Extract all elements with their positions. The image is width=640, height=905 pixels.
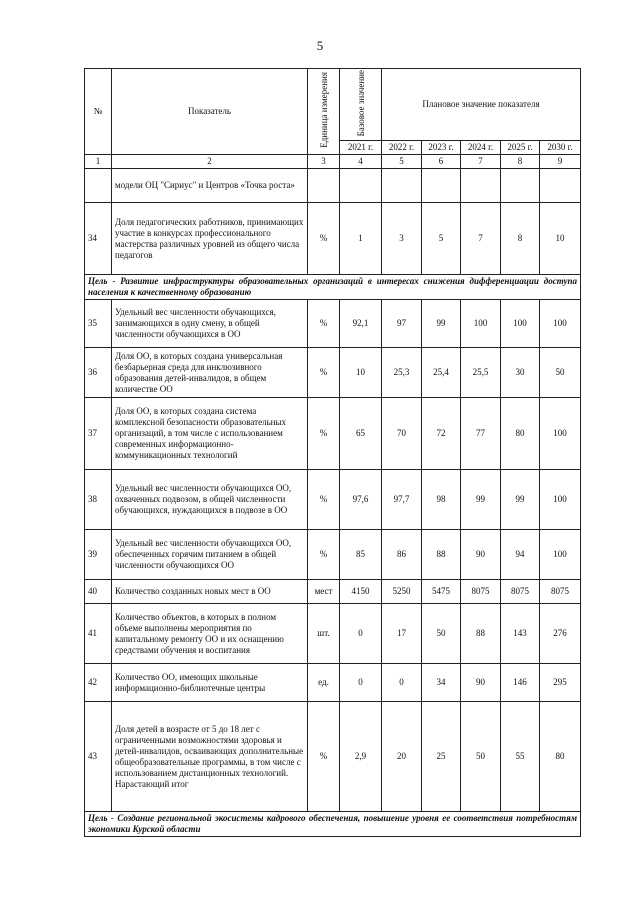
col-number: 8 — [501, 155, 540, 169]
row-unit: ед. — [308, 664, 340, 702]
page-number: 5 — [316, 38, 324, 53]
header-base — [340, 69, 382, 141]
header-indicator: Показатель — [112, 69, 308, 155]
year-2025: 2025 г. — [501, 141, 540, 155]
table-row — [85, 580, 581, 604]
row-num: 41 — [85, 604, 112, 664]
header-base-text: Базовое значение — [355, 70, 366, 137]
row-value: 8 — [501, 203, 540, 275]
row-value: 50 — [540, 348, 581, 398]
empty-cell — [422, 169, 461, 203]
table-row — [85, 398, 581, 470]
indicators-table — [84, 68, 581, 837]
row-value: 100 — [540, 470, 581, 530]
row-text: Доля ОО, в которых создана система комплексной безопасности образовательных организаций, в том числе с использованием современных информационно-коммуникационных технологий — [112, 398, 308, 470]
row-value: 10 — [340, 348, 382, 398]
row-num: 35 — [85, 300, 112, 348]
row-unit: % — [308, 702, 340, 812]
header-unit — [308, 69, 340, 155]
empty-cell — [501, 169, 540, 203]
empty-cell — [461, 169, 501, 203]
row-value: 92,1 — [340, 300, 382, 348]
year-2023: 2023 г. — [422, 141, 461, 155]
row-value: 4150 — [340, 580, 382, 604]
row-unit: % — [308, 348, 340, 398]
row-num: 40 — [85, 580, 112, 604]
row-num: 42 — [85, 664, 112, 702]
row-value: 99 — [422, 300, 461, 348]
row-value: 276 — [540, 604, 581, 664]
table-row — [85, 604, 581, 664]
row-value: 7 — [461, 203, 501, 275]
continuation-row — [85, 169, 581, 203]
header-plan: Плановое значение показателя — [382, 69, 581, 141]
row-value: 25,3 — [382, 348, 422, 398]
row-value: 100 — [501, 300, 540, 348]
row-unit: % — [308, 530, 340, 580]
row-value: 77 — [461, 398, 501, 470]
row-value: 5 — [422, 203, 461, 275]
row-value: 1 — [340, 203, 382, 275]
row-value: 80 — [540, 702, 581, 812]
row-text: Удельный вес численности обучающихся, занимающихся в одну смену, в общей численности обучающихся в ОО — [112, 300, 308, 348]
col-number: 2 — [112, 155, 308, 169]
row-value: 100 — [540, 398, 581, 470]
row-value: 94 — [501, 530, 540, 580]
row-unit: % — [308, 203, 340, 275]
empty-cell — [340, 169, 382, 203]
row-value: 100 — [540, 300, 581, 348]
row-unit: % — [308, 398, 340, 470]
row-text: Доля ОО, в которых создана универсальная безбарьерная среда для инклюзивного образования детей-инвалидов, в общем количестве ОО — [112, 348, 308, 398]
col-number: 1 — [85, 155, 112, 169]
row-unit: % — [308, 300, 340, 348]
row-value: 34 — [422, 664, 461, 702]
row-num: 36 — [85, 348, 112, 398]
row-value: 30 — [501, 348, 540, 398]
row-value: 0 — [340, 664, 382, 702]
row-value: 70 — [382, 398, 422, 470]
row-text: Удельный вес численности обучающихся ОО, охваченных подвозом, в общей численности обучающихся, нуждающихся в подвозе в ОО — [112, 470, 308, 530]
row-num: 34 — [85, 203, 112, 275]
empty-cell — [308, 169, 340, 203]
table-row — [85, 300, 581, 348]
row-value: 90 — [461, 530, 501, 580]
row-value: 20 — [382, 702, 422, 812]
row-num: 38 — [85, 470, 112, 530]
row-value: 25,5 — [461, 348, 501, 398]
row-value: 143 — [501, 604, 540, 664]
year-2030: 2030 г. — [540, 141, 581, 155]
row-value: 90 — [461, 664, 501, 702]
row-value: 5250 — [382, 580, 422, 604]
col-number: 9 — [540, 155, 581, 169]
row-value: 50 — [461, 702, 501, 812]
col-number: 3 — [308, 155, 340, 169]
row-value: 100 — [461, 300, 501, 348]
goal-row — [85, 275, 581, 300]
table-row — [85, 530, 581, 580]
row-num: 43 — [85, 702, 112, 812]
row-unit: шт. — [308, 604, 340, 664]
col-number: 7 — [461, 155, 501, 169]
year-2024: 2024 г. — [461, 141, 501, 155]
col-number: 5 — [382, 155, 422, 169]
goal-text: Цель - Создание региональной экосистемы кадрового обеспечения, повышение уровня ее соответствия потребностям экономики Курской области — [85, 812, 581, 837]
row-value: 55 — [501, 702, 540, 812]
col-number: 6 — [422, 155, 461, 169]
row-value: 295 — [540, 664, 581, 702]
row-value: 97 — [382, 300, 422, 348]
row-value: 8075 — [501, 580, 540, 604]
row-value: 25,4 — [422, 348, 461, 398]
row-text: Удельный вес численности обучающихся ОО, обеспеченных горячим питанием в общей численности обучающихся ОО — [112, 530, 308, 580]
row-value: 88 — [461, 604, 501, 664]
row-text: Доля детей в возрасте от 5 до 18 лет с ограниченными возможностями здоровья и детей-инвалидов, осваивающих дополнительные общеобразовательные программы, в том числе с использованием дистанционных технологий. Нарастающий итог — [112, 702, 308, 812]
row-text: Количество объектов, в которых в полном объеме выполнены мероприятия по капитальному ремонту ОО и их оснащению средствами обучения и воспитания — [112, 604, 308, 664]
header-num: № — [85, 69, 112, 155]
table-row — [85, 348, 581, 398]
row-text: Количество созданных новых мест в ОО — [112, 580, 308, 604]
table-row — [85, 664, 581, 702]
header-unit-text: Единица измерения — [318, 72, 329, 149]
col-number: 4 — [340, 155, 382, 169]
table-row — [85, 203, 581, 275]
row-value: 17 — [382, 604, 422, 664]
column-numbers-row — [85, 155, 581, 169]
goal-text: Цель - Развитие инфраструктуры образовательных организаций в интересах снижения дифференциации доступа населения к качественному образованию — [85, 275, 581, 300]
row-value: 8075 — [540, 580, 581, 604]
row-value: 100 — [540, 530, 581, 580]
row-value: 99 — [461, 470, 501, 530]
continuation-text: модели ОЦ "Сириус" и Центров «Точка роста» — [112, 169, 308, 203]
year-2022: 2022 г. — [382, 141, 422, 155]
row-text: Количество ОО, имеющих школьные информационно-библиотечные центры — [112, 664, 308, 702]
row-value: 86 — [382, 530, 422, 580]
table-row — [85, 702, 581, 812]
row-value: 3 — [382, 203, 422, 275]
goal-row — [85, 812, 581, 837]
row-value: 10 — [540, 203, 581, 275]
row-value: 25 — [422, 702, 461, 812]
row-value: 80 — [501, 398, 540, 470]
row-value: 85 — [340, 530, 382, 580]
row-value: 0 — [340, 604, 382, 664]
row-num: 39 — [85, 530, 112, 580]
row-value: 2,9 — [340, 702, 382, 812]
table-row — [85, 470, 581, 530]
year-2021: 2021 г. — [340, 141, 382, 155]
row-value: 65 — [340, 398, 382, 470]
row-value: 97,6 — [340, 470, 382, 530]
row-value: 98 — [422, 470, 461, 530]
header-row — [85, 69, 581, 141]
row-unit: % — [308, 470, 340, 530]
row-value: 99 — [501, 470, 540, 530]
row-value: 8075 — [461, 580, 501, 604]
row-value: 72 — [422, 398, 461, 470]
row-unit: мест — [308, 580, 340, 604]
row-value: 88 — [422, 530, 461, 580]
row-value: 0 — [382, 664, 422, 702]
row-value: 97,7 — [382, 470, 422, 530]
empty-cell — [382, 169, 422, 203]
empty-cell — [540, 169, 581, 203]
row-num: 37 — [85, 398, 112, 470]
row-value: 5475 — [422, 580, 461, 604]
row-value: 146 — [501, 664, 540, 702]
continuation-num — [85, 169, 112, 203]
row-text: Доля педагогических работников, принимающих участие в конкурсах профессионального мастерства различных уровней из общего числа педагогов — [112, 203, 308, 275]
row-value: 50 — [422, 604, 461, 664]
